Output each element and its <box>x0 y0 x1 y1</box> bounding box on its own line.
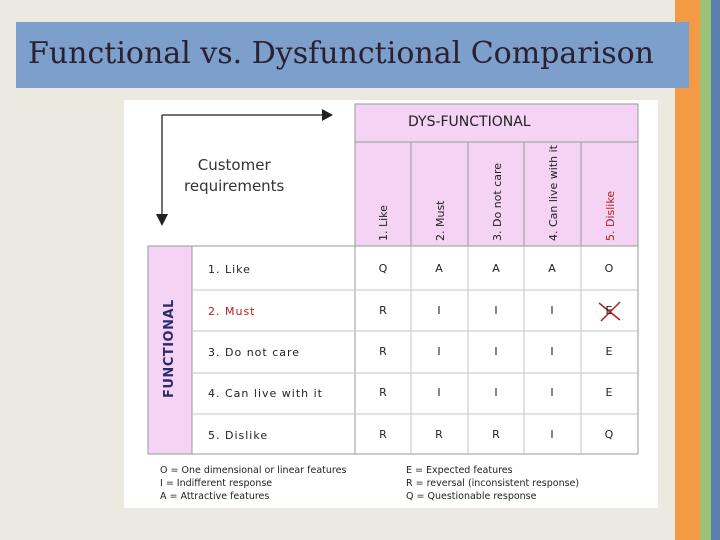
legend-item-i: I = Indifferent response <box>160 478 273 489</box>
legend-item-q: Q = Questionable response <box>406 491 537 502</box>
legend-item-e: E = Expected features <box>406 465 513 476</box>
customer-requirements-line-2: requirements <box>184 177 285 195</box>
column-header-can-live-with-it: 4. Can live with it <box>547 145 560 241</box>
cell-can-live-do-not-care: I <box>494 386 498 399</box>
cell-do-not-care-do-not-care: I <box>494 345 498 358</box>
cell-do-not-care-like: R <box>379 345 387 358</box>
row-label-can-live-with-it: 4. Can live with it <box>208 387 323 400</box>
cell-can-live-dislike: E <box>605 386 613 399</box>
cell-must-dislike: E <box>605 304 613 317</box>
title-bar <box>16 22 689 88</box>
cell-must-like: R <box>379 304 387 317</box>
accent-stripe-green <box>700 0 711 540</box>
cell-dislike-dislike: Q <box>604 428 614 441</box>
column-header-dislike: 5. Dislike <box>604 190 617 241</box>
cell-like-like: Q <box>378 262 388 275</box>
cell-like-must: A <box>435 262 443 275</box>
cell-dislike-must: R <box>435 428 443 441</box>
column-header-like: 1. Like <box>377 205 390 241</box>
column-header-do-not-care: 3. Do not care <box>491 162 504 241</box>
row-label-dislike: 5. Dislike <box>208 429 269 442</box>
cell-must-do-not-care: I <box>494 304 498 317</box>
accent-stripe-blue <box>711 0 720 540</box>
legend-item-r: R = reversal (inconsistent response) <box>406 478 580 489</box>
legend-left <box>160 464 346 503</box>
cell-dislike-like: R <box>379 428 387 441</box>
cell-can-live-can-live-with-it: I <box>550 386 554 399</box>
cell-do-not-care-must: I <box>437 345 441 358</box>
cell-must-can-live-with-it: I <box>550 304 554 317</box>
row-label-do-not-care: 3. Do not care <box>208 346 301 359</box>
functional-header: FUNCTIONAL <box>162 299 177 398</box>
cell-can-live-like: R <box>379 386 387 399</box>
row-label-must: 2. Must <box>208 305 256 318</box>
customer-requirements-label <box>184 155 284 197</box>
legend-item-o: O = One dimensional or linear features <box>160 465 347 476</box>
cell-can-live-must: I <box>437 386 441 399</box>
cell-dislike-do-not-care: R <box>492 428 500 441</box>
cell-like-dislike: O <box>604 262 614 275</box>
cell-like-can-live-with-it: A <box>548 262 556 275</box>
column-header-must: 2. Must <box>434 200 447 241</box>
legend-right <box>406 464 579 503</box>
cell-like-do-not-care: A <box>492 262 500 275</box>
cell-do-not-care-can-live-with-it: I <box>550 345 554 358</box>
slide-title: Functional vs. Dysfunctional Comparison <box>28 36 654 71</box>
cell-dislike-can-live-with-it: I <box>550 428 554 441</box>
cell-do-not-care-dislike: E <box>605 345 613 358</box>
cell-must-must: I <box>437 304 441 317</box>
kano-table-figure <box>124 100 658 508</box>
customer-requirements-line-1: Customer <box>197 156 271 174</box>
legend-item-a: A = Attractive features <box>160 491 270 502</box>
row-label-like: 1. Like <box>208 263 251 276</box>
dysfunctional-header: DYS-FUNCTIONAL <box>408 114 531 130</box>
